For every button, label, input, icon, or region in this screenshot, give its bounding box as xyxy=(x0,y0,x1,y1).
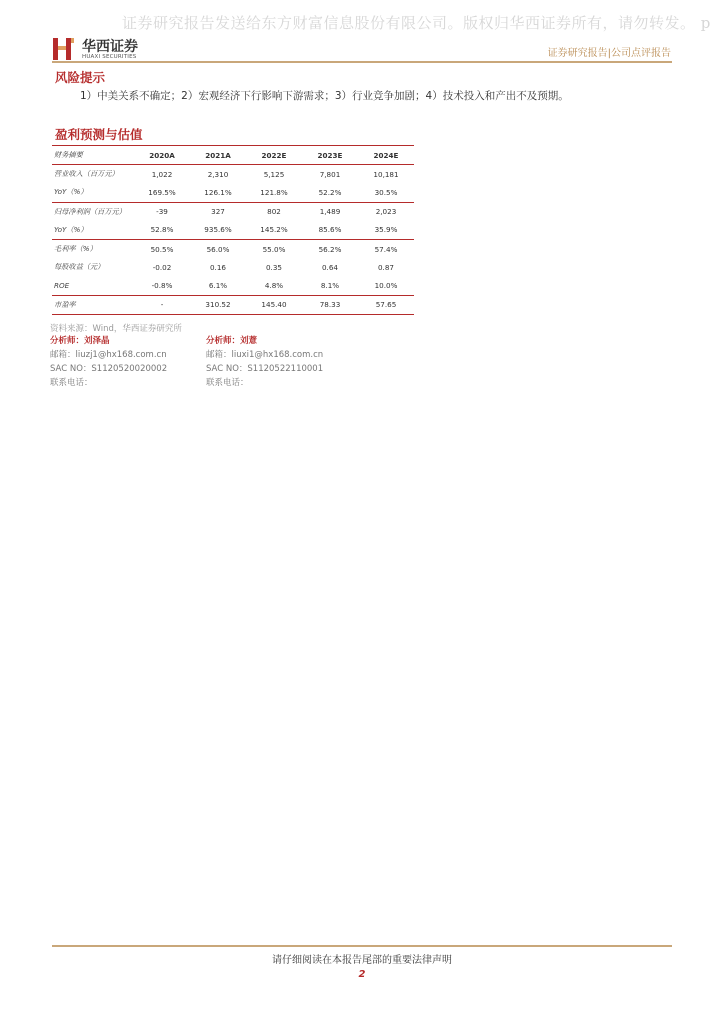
table-header-row xyxy=(52,146,414,165)
column-header: 2022E xyxy=(246,146,302,165)
table-cell: 145.2% xyxy=(246,221,302,240)
table-cell: 5,125 xyxy=(263,169,285,179)
table-row xyxy=(52,183,414,202)
table-cell: 2,310 xyxy=(207,169,229,179)
watermark: 证券研究报告发送给东方财富信息股份有限公司。版权归华西证券所有，请勿转发。 p xyxy=(122,14,711,32)
table-row xyxy=(52,165,414,184)
risk-text: 1）中美关系不确定；2）宏观经济下行影响下游需求；3）行业竞争加剧；4）技术投入和产出不及预期。 xyxy=(80,90,569,102)
table-cell: 6.1% xyxy=(190,276,246,295)
table-cell: 126.1% xyxy=(190,183,246,202)
table-cell: 145.40 xyxy=(246,295,302,314)
table-cell: 0.87 xyxy=(377,262,394,272)
risk-title: 风险提示 xyxy=(55,70,106,85)
column-header: 2023E xyxy=(302,146,358,165)
row-label: 每股收益（元） xyxy=(54,262,105,272)
row-label: YoY（%） xyxy=(52,221,134,240)
table-cell: -39 xyxy=(156,207,168,217)
analyst-email[interactable]: 邮箱：liuzj1@hx168.com.cn xyxy=(50,350,167,360)
analyst-block xyxy=(50,334,167,390)
footer-divider xyxy=(52,945,672,947)
column-header: 2021A xyxy=(190,146,246,165)
table-cell: 52.2% xyxy=(302,183,358,202)
huaxi-logo xyxy=(52,36,162,62)
table-cell: 52.8% xyxy=(134,221,190,240)
table-cell: -0.02 xyxy=(152,262,172,272)
row-label: ROE xyxy=(52,276,134,295)
table-cell: 4.8% xyxy=(246,276,302,295)
table-cell: 1,489 xyxy=(319,207,341,217)
table-cell: 55.0% xyxy=(262,244,286,254)
table-row xyxy=(52,295,414,314)
analyst-name: 分析师：刘薏 xyxy=(206,336,258,346)
table-cell: 7,801 xyxy=(319,169,341,179)
row-label: 毛利率（%） xyxy=(54,244,97,254)
header-divider xyxy=(52,61,672,63)
analyst-phone: 联系电话： xyxy=(50,378,93,388)
table-row xyxy=(52,239,414,258)
huaxi-logo-icon xyxy=(52,36,76,62)
row-label: YoY（%） xyxy=(52,183,134,202)
table-cell: 30.5% xyxy=(358,183,414,202)
page-number: 2 xyxy=(358,969,366,980)
table-cell: 1,022 xyxy=(151,169,173,179)
table-cell: 56.0% xyxy=(206,244,230,254)
table-cell: 802 xyxy=(267,207,281,217)
analyst-name: 分析师：刘泽晶 xyxy=(50,336,110,346)
table-row xyxy=(52,221,414,240)
row-label: 营业收入（百万元） xyxy=(54,169,119,179)
analyst-email[interactable]: 邮箱：liuxi1@hx168.com.cn xyxy=(206,350,324,360)
table-cell: 85.6% xyxy=(302,221,358,240)
table-cell: - xyxy=(134,295,190,314)
table-cell: 10,181 xyxy=(373,169,399,179)
table-cell: 121.8% xyxy=(246,183,302,202)
table-cell: 8.1% xyxy=(302,276,358,295)
table-cell: 310.52 xyxy=(190,295,246,314)
table-cell: 0.64 xyxy=(321,262,338,272)
table-cell: 50.5% xyxy=(150,244,174,254)
analyst-sac: SAC NO：S1120522110001 xyxy=(206,364,324,374)
forecast-table xyxy=(52,145,414,315)
table-cell: 2,023 xyxy=(375,207,397,217)
row-label: 市盈率 xyxy=(52,295,134,314)
column-header: 2020A xyxy=(134,146,190,165)
table-cell: 935.6% xyxy=(190,221,246,240)
table-source: 资料来源：Wind，华西证券研究所 xyxy=(50,324,182,334)
table-cell: 35.9% xyxy=(358,221,414,240)
forecast-title: 盈利预测与估值 xyxy=(55,127,143,142)
analyst-block xyxy=(206,334,323,390)
column-header: 2024E xyxy=(358,146,414,165)
table-cell: 78.33 xyxy=(302,295,358,314)
row-label: 归母净利润（百万元） xyxy=(54,206,126,216)
table-row xyxy=(52,276,414,295)
table-cell: -0.8% xyxy=(134,276,190,295)
analyst-phone: 联系电话： xyxy=(206,378,249,388)
logo-name-cn: 华西证券 xyxy=(82,39,138,55)
table-cell: 327 xyxy=(211,207,225,217)
table-row xyxy=(52,202,414,221)
table-cell: 0.35 xyxy=(265,262,282,272)
column-header: 财务摘要 xyxy=(52,146,134,165)
table-cell: 169.5% xyxy=(134,183,190,202)
table-cell: 10.0% xyxy=(358,276,414,295)
table-row xyxy=(52,258,414,276)
logo-name-en: HUAXI SECURITIES xyxy=(82,54,137,60)
legal-notice: 请仔细阅读在本报告尾部的重要法律声明 xyxy=(272,955,452,966)
table-cell: 57.65 xyxy=(358,295,414,314)
table-cell: 57.4% xyxy=(374,244,398,254)
table-cell: 56.2% xyxy=(318,244,342,254)
analyst-sac: SAC NO：S1120520020002 xyxy=(50,364,168,374)
report-type: 证券研究报告|公司点评报告 xyxy=(547,48,671,59)
table-cell: 0.16 xyxy=(209,262,226,272)
